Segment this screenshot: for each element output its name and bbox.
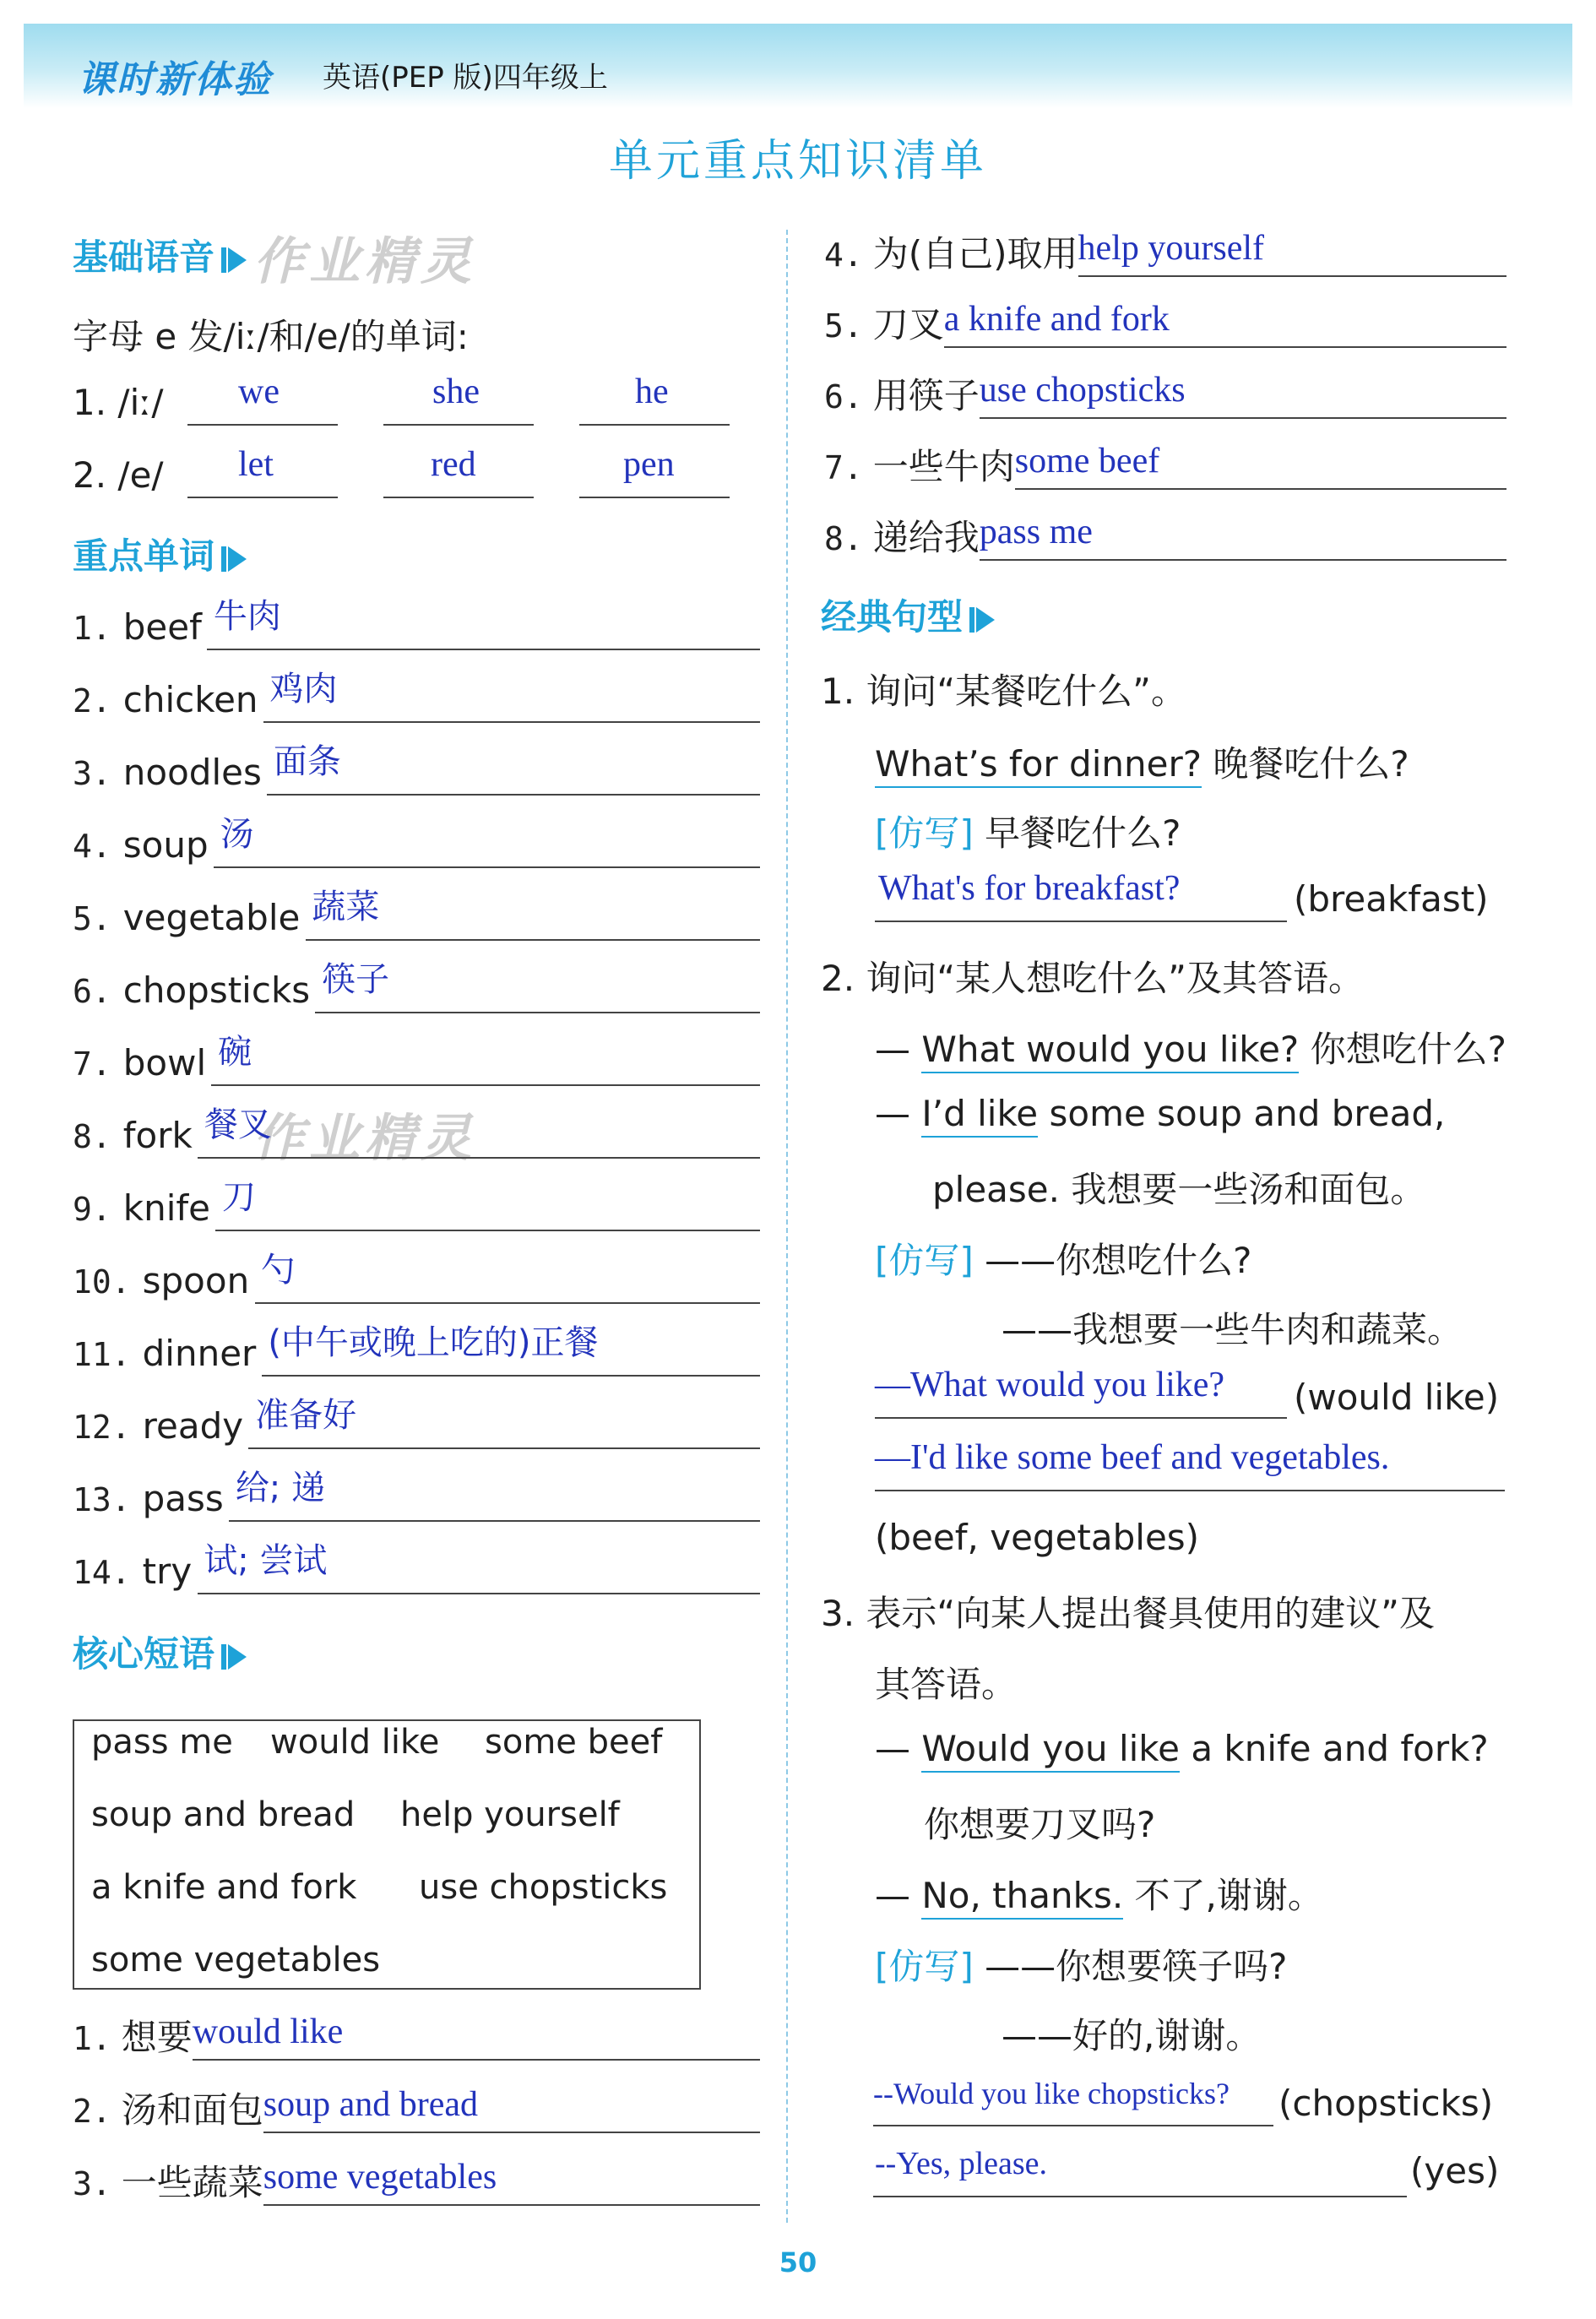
sentence-2-answer-2: —I'd like some beef and vegetables. [875, 1438, 1390, 1477]
blank-line [383, 497, 534, 498]
phrase-chinese: 汤和面包 [121, 2089, 263, 2131]
word-number: 3. [73, 755, 111, 792]
sentence-2-question: — What would you like? 你想吃什么? [875, 1022, 1506, 1073]
word-number: 8. [73, 1118, 111, 1155]
word-number: 1. [73, 610, 111, 647]
phrase-fill-item [824, 226, 1264, 277]
phrase-chinese: 递给我 [872, 517, 980, 558]
word-english: noodles [122, 752, 262, 793]
sentence-3-task-2: ——好的,谢谢。 [1002, 2015, 1262, 2056]
word-number: 2. [73, 682, 111, 720]
phrase-number: 6. [824, 378, 863, 415]
word-number: 12. [73, 1409, 131, 1446]
blank-line [187, 424, 338, 426]
phrase-number: 1. [73, 2020, 111, 2057]
word-chinese-answer: 汤 [220, 815, 254, 854]
page-title: 单元重点知识清单 [608, 136, 987, 187]
phrase-number: 2. [73, 2093, 111, 2130]
word-english: vegetable [122, 897, 301, 938]
blank-line [306, 939, 760, 941]
word-english: spoon [142, 1260, 250, 1301]
phrase-number: 5. [824, 307, 863, 345]
blank-line [980, 559, 1506, 561]
sentence-2-answer-1: —What would you like? [875, 1366, 1225, 1404]
blank-line [579, 424, 730, 426]
word-item [73, 1396, 357, 1448]
blank-line [263, 2132, 760, 2133]
phonics-answer: we [238, 372, 280, 411]
sentence-3-hint-2: (yes) [1410, 2150, 1500, 2191]
phrase-number: 4. [824, 236, 863, 274]
column-divider [786, 230, 788, 2223]
blank-line [267, 794, 760, 796]
sentence-2-answer-cont: please. 我想要一些汤和面包。 [932, 1169, 1426, 1210]
word-number: 13. [73, 1481, 131, 1518]
word-item [73, 960, 390, 1013]
blank-line [211, 1084, 760, 1086]
sentence-1-answer: What's for breakfast? [878, 869, 1181, 908]
word-item [73, 815, 254, 867]
word-chinese-answer: 准备好 [255, 1396, 357, 1435]
phrase-answer: help yourself [1078, 229, 1264, 268]
word-item [73, 597, 281, 649]
blank-line [263, 721, 760, 723]
phrase-answer: use chopsticks [979, 371, 1186, 410]
phrase-chinese: 一些蔬菜 [121, 2162, 263, 2203]
phrase-answer: would like [192, 2012, 344, 2051]
sentence-2-task: [仿写] ——你想吃什么? [875, 1240, 1252, 1281]
phrase-answer: a knife and fork [943, 300, 1170, 339]
watermark: 作业精灵 [253, 1109, 476, 1168]
section-phrases: 核心短语 [73, 1627, 247, 1677]
word-chinese-answer: (中午或晚上吃的)正餐 [268, 1323, 599, 1362]
phrase-fill-item [73, 2155, 497, 2206]
word-number: 14. [73, 1554, 131, 1591]
word-chinese-answer: 给; 递 [235, 1469, 326, 1507]
section-sentences: 经典句型 [821, 589, 995, 640]
phonics-answer: he [635, 372, 669, 411]
phrase-answer: pass me [979, 513, 1093, 551]
phrase-item: would like [270, 1723, 440, 1762]
section-words: 重点单词 [73, 529, 247, 579]
phrase-answer: some beef [1014, 442, 1160, 481]
word-english: soup [122, 824, 209, 866]
word-item [73, 1541, 328, 1594]
word-chinese-answer: 刀 [222, 1178, 257, 1217]
sentence-1-hint: (breakfast) [1294, 878, 1489, 920]
blank-line [187, 497, 338, 498]
phrase-item: some vegetables [91, 1941, 381, 1980]
word-item [73, 1105, 272, 1158]
blank-line [944, 346, 1506, 348]
word-english: try [142, 1551, 193, 1592]
blank-line [875, 921, 1287, 922]
blank-line [255, 1302, 760, 1304]
word-number: 4. [73, 828, 111, 865]
word-english: chopsticks [122, 969, 311, 1011]
phrase-answer: some vegetables [263, 2158, 497, 2197]
phonics-row-label: 2. /e/ [73, 454, 164, 496]
word-item [73, 1323, 599, 1376]
blank-line [875, 1490, 1505, 1491]
word-chinese-answer: 试; 尝试 [204, 1541, 328, 1580]
phrase-number: 3. [73, 2165, 111, 2202]
phrase-item: pass me [91, 1723, 233, 1762]
phrase-chinese: 为(自己)取用 [872, 233, 1078, 274]
sentence-1-example: What’s for dinner? 晚餐吃什么? [875, 736, 1409, 787]
brand-logo: 课时新体验 [78, 58, 272, 101]
sentence-3-answer-1: --Would you like chopsticks? [873, 2077, 1230, 2110]
phrase-fill-item [824, 510, 1093, 561]
phrase-answer: soup and bread [263, 2085, 479, 2124]
word-chinese-answer: 勺 [261, 1251, 296, 1290]
phrase-fill-item [73, 2010, 343, 2061]
sentence-1-title: 1. 询问“某餐吃什么”。 [821, 671, 1186, 712]
sentence-1-task: [仿写] 早餐吃什么? [875, 812, 1181, 854]
word-chinese-answer: 鸡肉 [269, 670, 338, 709]
blank-line [873, 2125, 1273, 2126]
word-number: 5. [73, 900, 111, 937]
phonics-answer: she [432, 372, 480, 411]
word-item [73, 1033, 252, 1085]
phrase-fill-item [824, 439, 1159, 490]
sentence-2-hint-2: (beef, vegetables) [875, 1517, 1200, 1558]
blank-line [198, 1593, 760, 1594]
phrase-fill-item [824, 297, 1170, 348]
sentence-3-answer-2: --Yes, please. [875, 2146, 1048, 2181]
word-number: 10. [73, 1263, 131, 1301]
phrase-number: 8. [824, 520, 863, 557]
phrase-item: use chopsticks [419, 1868, 668, 1907]
phrase-item: soup and bread [91, 1795, 356, 1834]
word-english: pass [142, 1478, 224, 1519]
sentence-2-title: 2. 询问“某人想吃什么”及其答语。 [821, 958, 1364, 999]
blank-line [262, 1375, 760, 1377]
phrase-item: help yourself [400, 1795, 620, 1834]
phonics-row-label: 1. /iː/ [73, 382, 164, 423]
word-number: 7. [73, 1045, 111, 1083]
word-chinese-answer: 餐叉 [204, 1105, 272, 1144]
word-item [73, 742, 341, 795]
blank-line [579, 497, 730, 498]
phrase-chinese: 想要 [121, 2017, 193, 2058]
phrase-item: a knife and fork [91, 1868, 357, 1907]
phrase-item: some beef [485, 1723, 663, 1762]
blank-line [263, 2204, 760, 2206]
blank-line [248, 1447, 760, 1449]
sentence-3-hint-1: (chopsticks) [1278, 2083, 1494, 2124]
word-item [73, 1251, 296, 1303]
sentence-3-question-zh: 你想要刀叉吗? [924, 1804, 1156, 1845]
word-chinese-answer: 蔬菜 [312, 888, 380, 926]
word-chinese-answer: 碗 [218, 1033, 252, 1072]
word-english: ready [142, 1405, 244, 1447]
sentence-2-task-2: ——我想要一些牛肉和蔬菜。 [1002, 1309, 1463, 1350]
phonics-answer: red [431, 445, 476, 484]
word-english: chicken [122, 679, 258, 720]
sentence-3-answer: — No, thanks. 不了,谢谢。 [875, 1868, 1323, 1919]
phrase-fill-item [824, 368, 1186, 419]
word-english: knife [122, 1187, 211, 1229]
word-english: dinner [142, 1333, 257, 1374]
blank-line [873, 2196, 1407, 2197]
word-number: 9. [73, 1191, 111, 1228]
watermark: 作业精灵 [253, 232, 476, 291]
phrase-chinese: 刀叉 [872, 304, 944, 345]
blank-line [215, 1230, 760, 1231]
sentence-2-hint-1: (would like) [1294, 1377, 1500, 1418]
sentence-3-title-cont: 其答语。 [875, 1664, 1018, 1705]
blank-line [1015, 488, 1506, 490]
word-chinese-answer: 面条 [273, 742, 341, 781]
blank-line [214, 866, 760, 868]
blank-line [229, 1520, 760, 1522]
blank-line [315, 1012, 760, 1013]
sentence-3-task: [仿写] ——你想要筷子吗? [875, 1946, 1288, 1987]
word-chinese-answer: 牛肉 [213, 597, 281, 636]
blank-line [875, 1417, 1287, 1419]
sentence-3-title: 3. 表示“向某人提出餐具使用的建议”及 [821, 1593, 1435, 1634]
phonics-intro: 字母 e 发/iː/和/e/的单词: [73, 316, 469, 357]
book-title: 英语(PEP 版)四年级上 [323, 61, 608, 95]
word-english: fork [122, 1115, 193, 1156]
blank-line [198, 1157, 760, 1159]
word-item [73, 1469, 326, 1521]
blank-line [383, 424, 534, 426]
word-item [73, 1178, 257, 1230]
word-chinese-answer: 筷子 [322, 960, 390, 999]
word-number: 11. [73, 1336, 131, 1373]
sentence-3-question: — Would you like a knife and fork? [875, 1728, 1489, 1769]
word-number: 6. [73, 973, 111, 1010]
sentence-2-answer: — I’d like some soup and bread, [875, 1093, 1445, 1134]
phrase-number: 7. [824, 449, 863, 486]
phonics-answer: let [238, 445, 274, 484]
word-item [73, 670, 338, 722]
section-phonics: 基础语音 [73, 230, 247, 280]
phonics-answer: pen [623, 445, 675, 484]
word-english: beef [122, 606, 202, 648]
blank-line [193, 2059, 760, 2061]
blank-line [207, 649, 760, 650]
blank-line [980, 417, 1506, 419]
blank-line [1078, 275, 1506, 277]
phrase-chinese: 一些牛肉 [872, 446, 1015, 487]
phrase-fill-item [73, 2083, 478, 2133]
phrase-chinese: 用筷子 [872, 375, 980, 416]
word-english: bowl [122, 1042, 207, 1083]
page-number: 50 [779, 2246, 817, 2278]
word-item [73, 888, 380, 940]
